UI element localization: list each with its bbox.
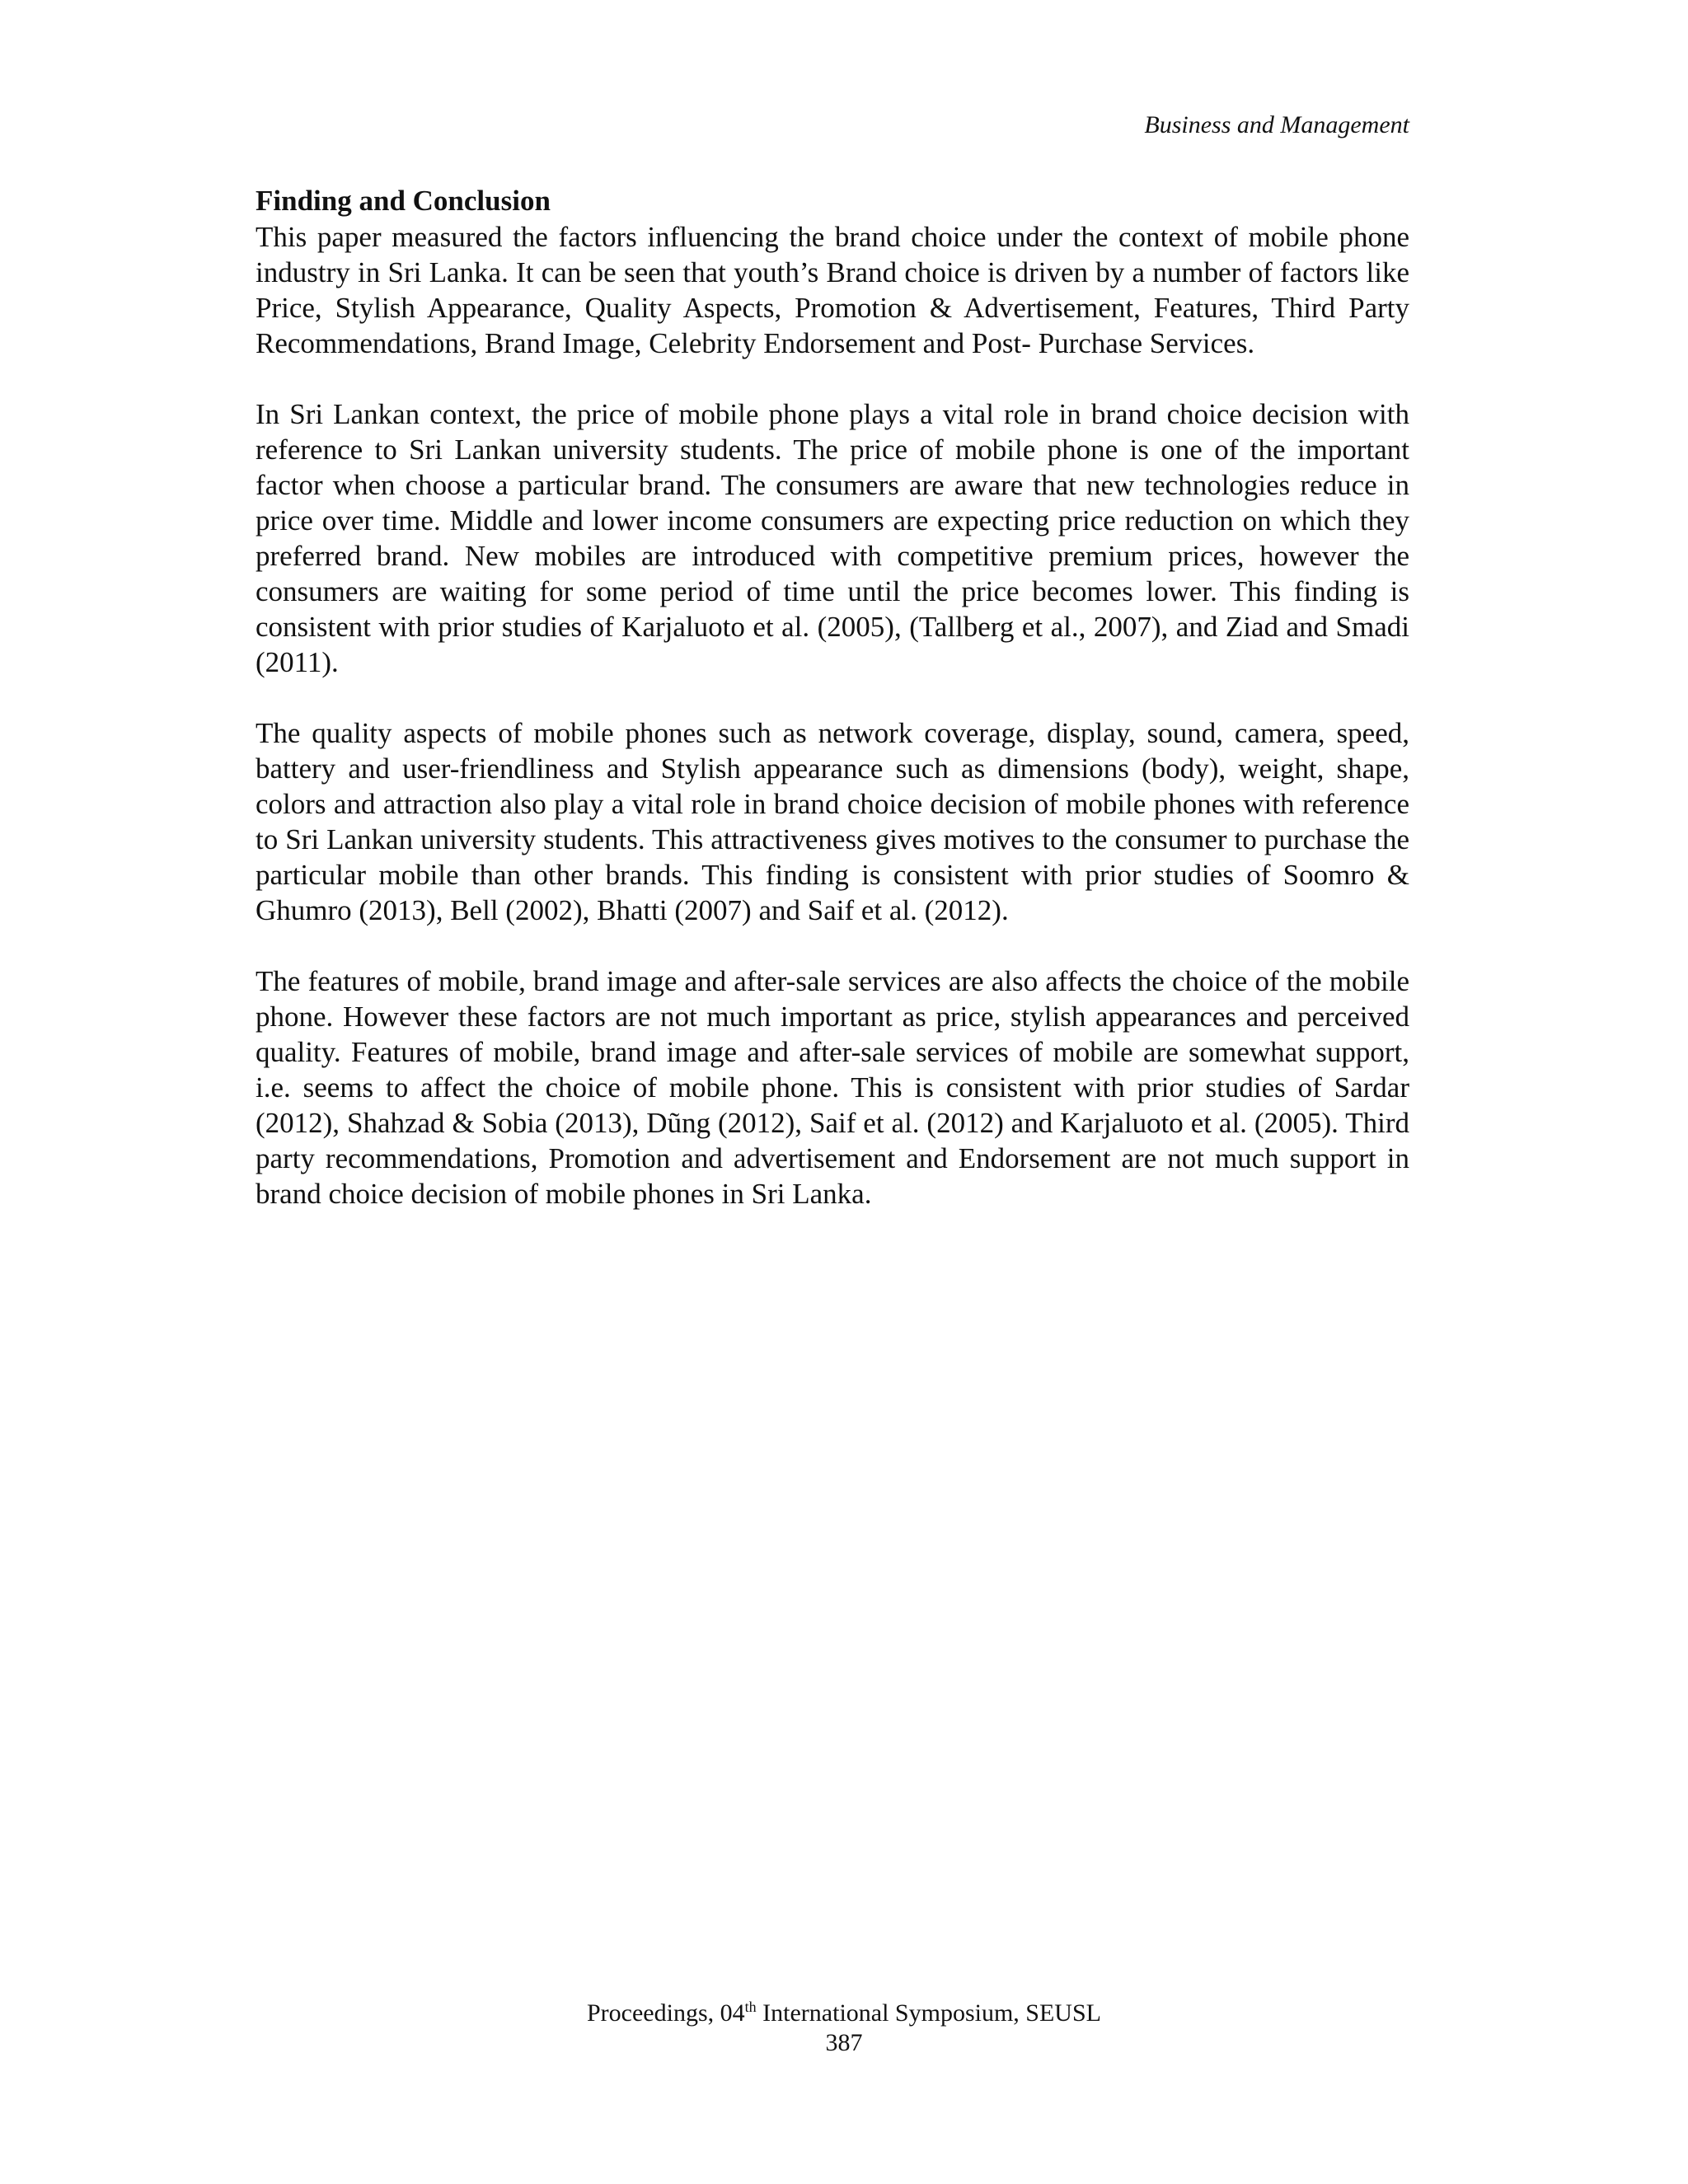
main-content bbox=[256, 183, 1409, 1212]
proceedings-line bbox=[0, 1999, 1688, 2028]
paragraph-features: The features of mobile, brand image and after-sale services are also affects the choice of the mobile phone. However these factors are not much important as price, stylish appearances and perceived quality. Features of mobile, brand image and after-sale services of mobile are somewhat support, i.e. seems to affect the choice of mobile phone. This is consistent with prior studies of Sardar (2012), Shahzad & Sobia (2013), Dũng (2012), Saif et al. (2012) and Karjaluoto et al. (2005). Third party recommendations, Promotion and advertisement and Endorsement are not much support in brand choice decision of mobile phones in Sri Lanka. bbox=[256, 965, 1409, 1210]
section-heading: Finding and Conclusion bbox=[256, 185, 551, 217]
running-header: Business and Management bbox=[1144, 111, 1409, 138]
ordinal-suffix: th bbox=[744, 1999, 757, 2015]
paragraph-quality: The quality aspects of mobile phones such as network coverage, display, sound, camera, speed, battery and user-friendliness and Stylish appearance such as dimensions (body), weight, shape, colors and attraction also play a vital role in brand choice decision of mobile phones with reference to Sri Lankan university students. This attractiveness gives motives to the consumer to purchase the particular mobile than other brands. This finding is consistent with prior studies of Soomro & Ghumro (2013), Bell (2002), Bhatti (2007) and Saif et al. (2012). bbox=[256, 717, 1409, 926]
proceedings-prefix: Proceedings, 04 bbox=[587, 1999, 745, 2027]
paragraph-summary: This paper measured the factors influencing the brand choice under the context of mobile phone industry in Sri Lanka. It can be seen that youth’s Brand choice is driven by a number of factors like Price, Stylish Appearance, Quality Aspects, Promotion & Advertisement, Features, Third Party Recommendations, Brand Image, Celebrity Endorsement and Post- Purchase Services. bbox=[256, 221, 1409, 359]
proceedings-suffix: International Symposium, SEUSL bbox=[756, 1999, 1101, 2027]
page-footer bbox=[0, 1999, 1688, 2058]
paragraph-price: In Sri Lankan context, the price of mobile phone plays a vital role in brand choice decision with reference to Sri Lankan university students. The price of mobile phone is one of the important factor when choose a particular brand. The consumers are aware that new technologies reduce in price over time. Middle and lower income consumers are expecting price reduction on which they preferred brand. New mobiles are introduced with competitive premium prices, however the consumers are waiting for some period of time until the price becomes lower. This finding is consistent with prior studies of Karjaluoto et al. (2005), (Tallberg et al., 2007), and Ziad and Smadi (2011). bbox=[256, 398, 1409, 678]
page-number: 387 bbox=[825, 2029, 863, 2056]
